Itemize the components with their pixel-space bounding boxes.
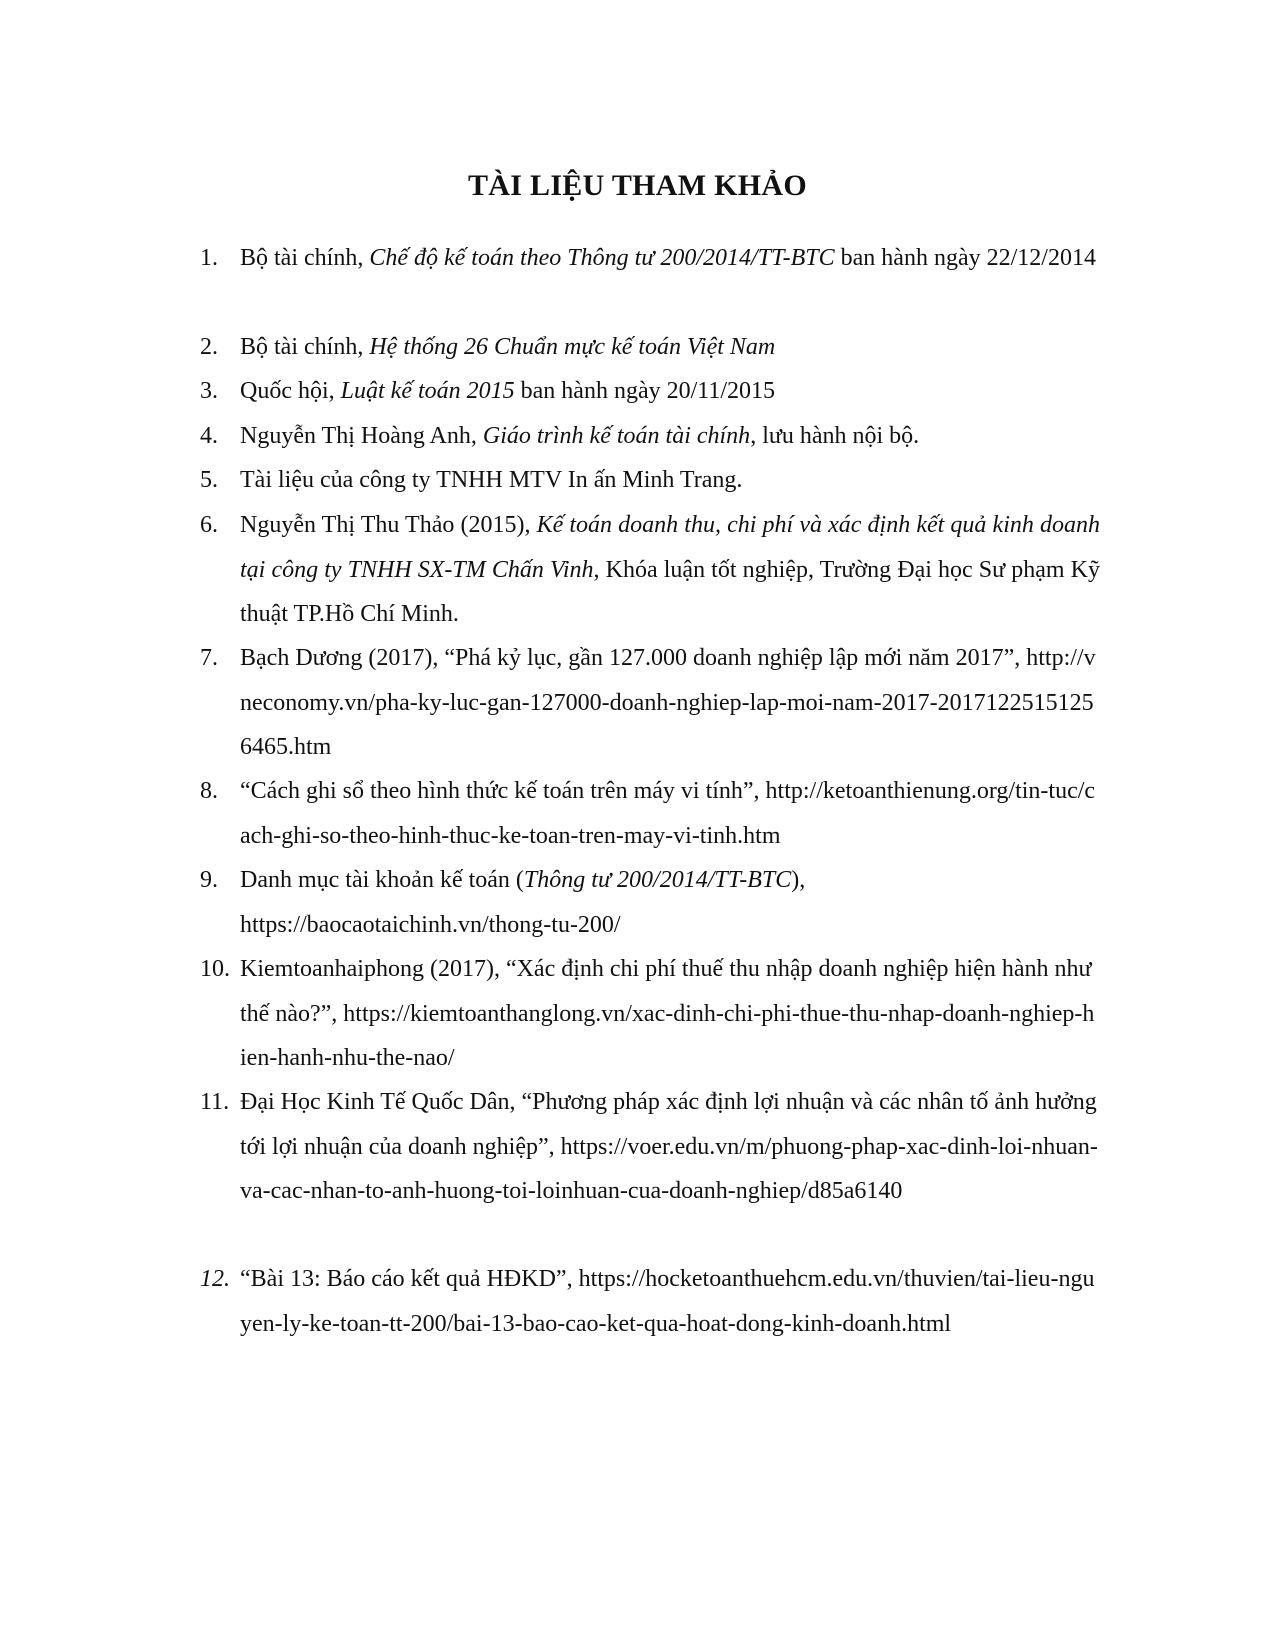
reference-text: Bạch Dương (2017), “Phá kỷ lục, gần 127.000 doanh nghiệp lập mới năm 2017”, http://vneconomy.vn/pha-ky-luc-gan-127000-doanh-nghiep-lap-moi-nam-2017-20171225151256465.htm [240,645,1096,760]
reference-number: 8. [200,778,218,804]
page-title: TÀI LIỆU THAM KHẢO [467,169,808,202]
reference-text: Tài liệu của công ty TNHH MTV In ấn Minh Trang. [240,467,743,493]
reference-text: “Bài 13: Báo cáo kết quả HĐKD”, https://hocketoanthuehcm.edu.vn/thuvien/tai-lieu-nguyen-ly-ke-toan-tt-200/bai-13-bao-cao-ket-qua-hoat-dong-kinh-doanh.html [240,1266,1095,1337]
reference-number: 7. [200,645,218,671]
reference-item-3 [200,369,1100,414]
reference-text: “Cách ghi sổ theo hình thức kế toán trên máy vi tính”, http://ketoanthienung.org/tin-tuc/cach-ghi-so-theo-hinh-thuc-ke-toan-tren-may-vi-tinh.htm [240,778,1096,849]
reference-text: Nguyễn Thị Thu Thảo (2015), Kế toán doanh thu, chi phí và xác định kết quả kinh doanh tại công ty TNHH SX-TM Chấn Vinh, Khóa luận tốt nghiệp, Trường Đại học Sư phạm Kỹ thuật TP.Hồ Chí Minh. [240,512,1100,627]
reference-number: 6. [200,512,218,538]
reference-number: 4. [200,423,218,449]
reference-number: 3. [200,378,218,404]
reference-text: Kiemtoanhaiphong (2017), “Xác định chi phí thuế thu nhập doanh nghiệp hiện hành như thế nào?”, https://kiemtoanthanglong.vn/xac-dinh-chi-phi-thue-thu-nhap-doanh-nghiep-hien-hanh-nhu-the-nao/ [240,956,1095,1071]
reference-number: 2. [200,334,218,360]
reference-number: 5. [200,467,218,493]
reference-item-9 [200,858,1100,947]
reference-item-8 [200,769,1100,858]
reference-item-4 [200,414,1100,459]
reference-item-2 [200,325,1100,370]
reference-number: 10. [200,956,230,982]
reference-item-12 [200,1257,1100,1346]
reference-number: 9. [200,867,218,893]
reference-item-10 [200,947,1100,1081]
reference-text: Đại Học Kinh Tế Quốc Dân, “Phương pháp xác định lợi nhuận và các nhân tố ảnh hưởng tới lợi nhuận của doanh nghiệp”, https://voer.edu.vn/m/phuong-phap-xac-dinh-loi-nhuan-va-cac-nhan-to-anh-huong-toi-loinhuan-cua-doanh-nghiep/d85a6140 [240,1089,1098,1204]
reference-item-7 [200,636,1100,770]
reference-item-6 [200,503,1100,637]
reference-text: Bộ tài chính, Chế độ kế toán theo Thông tư 200/2014/TT-BTC ban hành ngày 22/12/2014 [240,245,1096,271]
reference-number: 1. [200,245,218,271]
reference-item-1 [200,236,1100,281]
reference-number: 12. [200,1266,230,1292]
reference-text: Quốc hội, Luật kế toán 2015 ban hành ngày 20/11/2015 [240,378,776,404]
reference-text: Bộ tài chính, Hệ thống 26 Chuẩn mực kế toán Việt Nam [240,334,776,360]
reference-number: 11. [200,1089,230,1115]
reference-item-11 [200,1080,1100,1214]
reference-text: Nguyễn Thị Hoàng Anh, Giáo trình kế toán tài chính, lưu hành nội bộ. [240,423,920,449]
reference-item-5 [200,458,1100,503]
reference-text: Danh mục tài khoản kế toán (Thông tư 200/2014/TT-BTC), https://baocaotaichinh.vn/thong-tu-200/ [240,867,806,938]
